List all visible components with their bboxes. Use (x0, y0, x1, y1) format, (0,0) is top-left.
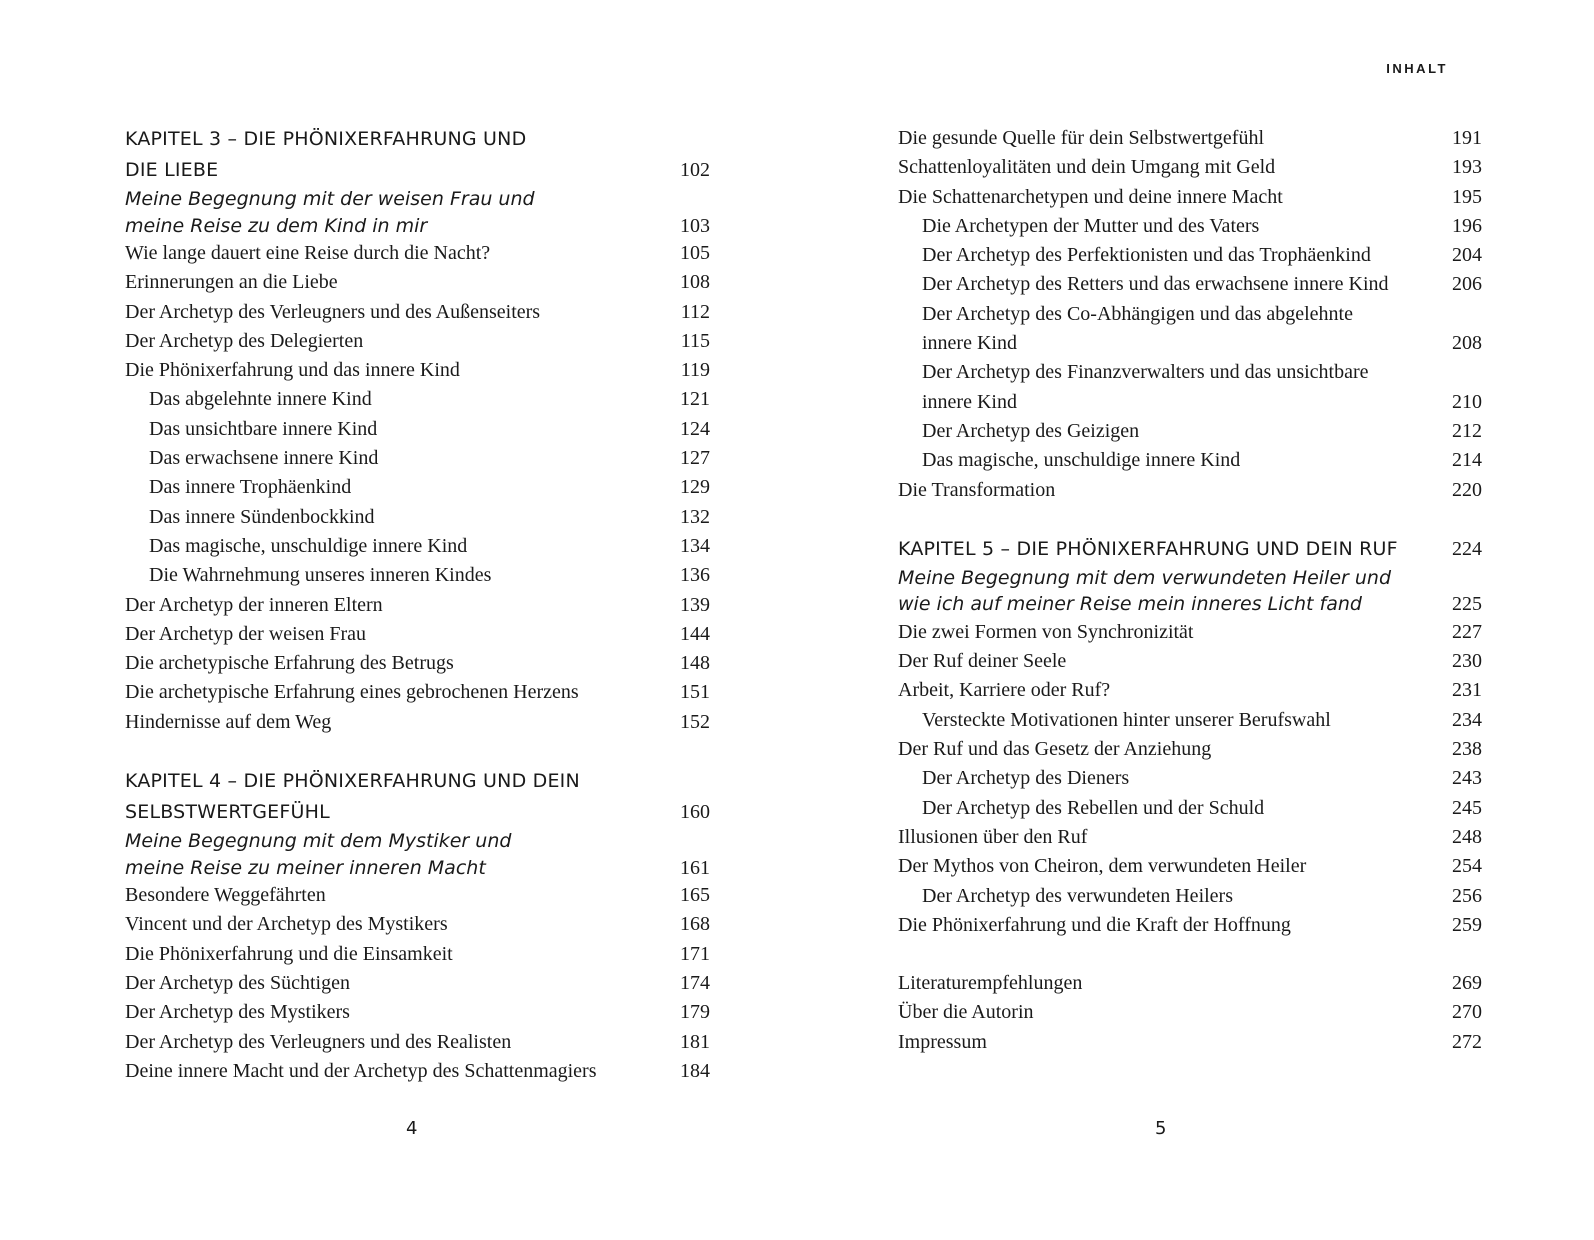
page-number: 196 (1452, 214, 1482, 237)
page-number-folio: 5 (1155, 1118, 1167, 1139)
toc-entry (125, 940, 710, 969)
toc-subentry (898, 358, 1482, 417)
entry-title: Der Archetyp des Mystikers (125, 1001, 350, 1024)
toc-subentry (898, 446, 1482, 475)
entry-title: Der Archetyp des Dieners (922, 767, 1130, 790)
intro-line1: Meine Begegnung mit dem Mystiker und (125, 830, 512, 853)
toc-subentry (898, 300, 1482, 359)
toc-entry (125, 239, 710, 268)
chapter-4-block (125, 766, 710, 1086)
entry-title: Das unsichtbare innere Kind (149, 417, 378, 440)
toc-subentry (125, 473, 710, 502)
entry-title-line2: innere Kind (922, 390, 1017, 413)
chapter-title-line2: SELBSTWERTGEFÜHL (125, 801, 330, 824)
intro-line2: wie ich auf meiner Reise mein inneres Licht fand (898, 593, 1362, 616)
entry-title: Die Transformation (898, 478, 1056, 501)
chapter-title-line1: KAPITEL 5 – DIE PHÖNIXERFAHRUNG UND DEIN RUF (898, 537, 1398, 560)
page-number: 245 (1452, 796, 1482, 819)
chapter-3-intro (125, 186, 710, 239)
page-number: 270 (1452, 1001, 1482, 1024)
entry-title: Der Mythos von Cheiron, dem verwundeten Heiler (898, 855, 1307, 878)
entry-title: Hindernisse auf dem Weg (125, 710, 332, 733)
toc-entry (898, 823, 1482, 852)
page-number: 256 (1452, 884, 1482, 907)
toc-left (125, 124, 710, 1086)
toc-subentry (125, 444, 710, 473)
chapter-4-continued (898, 124, 1482, 505)
toc-entry (898, 476, 1482, 505)
back-matter-block (898, 969, 1482, 1057)
toc-subentry (125, 561, 710, 590)
entry-title: Der Archetyp des Finanzverwalters und das unsichtbare (922, 361, 1369, 384)
entry-title: Deine innere Macht und der Archetyp des Schattenmagiers (125, 1059, 597, 1082)
page-number: 243 (1452, 767, 1482, 790)
entry-title: Die archetypische Erfahrung eines gebrochenen Herzens (125, 681, 579, 704)
entry-title: Die gesunde Quelle für dein Selbstwertgefühl (898, 127, 1265, 149)
toc-entry (125, 881, 710, 910)
chapter-5-block (898, 534, 1482, 940)
page-number: 171 (680, 942, 710, 965)
page-number: 160 (680, 801, 710, 824)
entry-title: Der Archetyp des verwundeten Heilers (922, 884, 1233, 907)
page-number: 227 (1452, 620, 1482, 643)
entry-title: Der Ruf deiner Seele (898, 650, 1067, 673)
page-number: 248 (1452, 825, 1482, 848)
page-number: 234 (1452, 708, 1482, 731)
toc-subentry (125, 385, 710, 414)
toc-entry (898, 1028, 1482, 1057)
chapter-4-heading (125, 766, 710, 828)
chapter-4-intro (125, 828, 710, 881)
entry-title: Über die Autorin (898, 1001, 1034, 1024)
page-number: 212 (1452, 419, 1482, 442)
toc-entry (898, 735, 1482, 764)
toc-subentry (898, 706, 1482, 735)
toc-entry (898, 911, 1482, 940)
entry-title: Literaturempfehlungen (898, 972, 1083, 995)
page-number: 191 (1452, 127, 1482, 149)
page-number: 238 (1452, 738, 1482, 761)
entry-title: Der Archetyp des Delegierten (125, 329, 364, 352)
toc-subentry (898, 241, 1482, 270)
toc-entry (125, 327, 710, 356)
intro-line2: meine Reise zu meiner inneren Macht (125, 856, 486, 879)
page-number: 124 (680, 417, 710, 440)
page-number: 152 (680, 710, 710, 733)
page-number: 184 (680, 1059, 710, 1082)
toc-entry (125, 591, 710, 620)
page-number: 108 (680, 271, 710, 294)
toc-entry (125, 910, 710, 939)
page-number: 204 (1452, 244, 1482, 267)
toc-entry (125, 298, 710, 327)
page-number: 112 (680, 300, 710, 323)
page-number: 181 (680, 1030, 710, 1053)
toc-entry (125, 649, 710, 678)
page-number: 206 (1452, 273, 1482, 296)
page-number: 193 (1452, 156, 1482, 179)
page-number: 129 (680, 476, 710, 499)
chapter-title-line1: KAPITEL 4 – DIE PHÖNIXERFAHRUNG UND DEIN (125, 770, 580, 793)
toc-entry (125, 678, 710, 707)
toc-entry (125, 1057, 710, 1086)
toc-subentry (898, 882, 1482, 911)
entry-title: Die Schattenarchetypen und deine innere Macht (898, 185, 1283, 208)
entry-title: Der Archetyp des Süchtigen (125, 971, 350, 994)
section-gap (898, 505, 1482, 534)
entry-title: Das magische, unschuldige innere Kind (922, 449, 1241, 472)
page-number: 272 (1452, 1030, 1482, 1053)
entry-title: Wie lange dauert eine Reise durch die Nacht? (125, 242, 491, 264)
right-page (797, 0, 1594, 1240)
chapter-3-heading (125, 124, 710, 186)
page-number: 105 (680, 242, 710, 264)
chapter-title-line1: KAPITEL 3 – DIE PHÖNIXERFAHRUNG UND (125, 128, 527, 150)
entry-title: Der Archetyp des Co-Abhängigen und das abgelehnte (922, 302, 1353, 325)
toc-entry (898, 618, 1482, 647)
toc-subentry (125, 503, 710, 532)
entry-title-line2: innere Kind (922, 332, 1017, 355)
toc-subentry (898, 417, 1482, 446)
page-number: 127 (680, 447, 710, 470)
page-number: 195 (1452, 185, 1482, 208)
toc-entry (125, 268, 710, 297)
section-gap (898, 940, 1482, 969)
entry-title: Das abgelehnte innere Kind (149, 388, 372, 411)
page-number: 148 (680, 652, 710, 675)
page-number: 214 (1452, 449, 1482, 472)
page-number: 151 (680, 681, 710, 704)
entry-title: Die Archetypen der Mutter und des Vaters (922, 214, 1260, 237)
toc-entry (125, 1028, 710, 1057)
entry-title: Der Archetyp des Verleugners und des Außenseiters (125, 300, 541, 323)
entry-title: Illusionen über den Ruf (898, 825, 1088, 848)
entry-title: Der Archetyp des Verleugners und des Realisten (125, 1030, 512, 1053)
page-number: 208 (1452, 332, 1482, 355)
page-number: 179 (680, 1001, 710, 1024)
entry-title: Der Archetyp des Perfektionisten und das Trophäenkind (922, 244, 1371, 267)
entry-title: Das innere Sündenbockkind (149, 505, 375, 528)
entry-title: Erinnerungen an die Liebe (125, 271, 338, 294)
entry-title: Der Archetyp der inneren Eltern (125, 593, 383, 616)
page-number: 115 (680, 329, 710, 352)
chapter-title-line2: DIE LIEBE (125, 159, 219, 181)
entry-title: Die Phönixerfahrung und die Kraft der Hoffnung (898, 913, 1291, 936)
entry-title: Arbeit, Karriere oder Ruf? (898, 679, 1111, 702)
page-number: 231 (1452, 679, 1482, 702)
page-number: 134 (680, 534, 710, 557)
page-number: 165 (680, 884, 710, 907)
toc-subentry (898, 212, 1482, 241)
chapter-5-intro (898, 565, 1482, 618)
page-number: 119 (680, 359, 710, 382)
page-number: 254 (1452, 855, 1482, 878)
entry-title: Das magische, unschuldige innere Kind (149, 534, 468, 557)
entry-title: Das innere Trophäenkind (149, 476, 352, 499)
entry-title: Der Ruf und das Gesetz der Anziehung (898, 738, 1212, 761)
toc-entry (898, 124, 1482, 153)
page-number: 210 (1452, 390, 1482, 413)
page-number: 269 (1452, 972, 1482, 995)
toc-entry (125, 998, 710, 1027)
entry-title: Der Archetyp des Retters und das erwachsene innere Kind (922, 273, 1389, 296)
toc-entry (898, 676, 1482, 705)
toc-entry (125, 708, 710, 737)
page-number-folio: 4 (406, 1118, 418, 1139)
page-number: 139 (680, 593, 710, 616)
page-number: 225 (1452, 593, 1482, 616)
toc-entry (898, 852, 1482, 881)
chapter-3-block (125, 124, 710, 737)
page-number: 103 (680, 214, 710, 237)
page-number: 161 (680, 856, 710, 879)
page-number: 174 (680, 971, 710, 994)
entry-title: Schattenloyalitäten und dein Umgang mit Geld (898, 156, 1276, 179)
toc-entry (125, 969, 710, 998)
entry-title: Der Archetyp der weisen Frau (125, 622, 367, 645)
section-gap (125, 737, 710, 766)
toc-entry (125, 356, 710, 385)
page-number: 144 (680, 622, 710, 645)
intro-line1: Meine Begegnung mit der weisen Frau und (125, 188, 535, 210)
toc-subentry (898, 764, 1482, 793)
toc-entry (898, 647, 1482, 676)
page-number: 168 (680, 913, 710, 936)
toc-subentry (125, 415, 710, 444)
entry-title: Der Archetyp des Rebellen und der Schuld (922, 796, 1265, 819)
page-number: 121 (680, 388, 710, 411)
page-number: 102 (680, 159, 710, 181)
running-head: INHALT (1386, 61, 1448, 76)
entry-title: Das erwachsene innere Kind (149, 447, 379, 470)
toc-subentry (125, 532, 710, 561)
toc-entry (898, 998, 1482, 1027)
toc-subentry (898, 794, 1482, 823)
entry-title: Impressum (898, 1030, 987, 1053)
entry-title: Die zwei Formen von Synchronizität (898, 620, 1194, 643)
page-number: 230 (1452, 650, 1482, 673)
entry-title: Der Archetyp des Geizigen (922, 419, 1140, 442)
entry-title: Vincent und der Archetyp des Mystikers (125, 913, 448, 936)
toc-entry (898, 969, 1482, 998)
entry-title: Besondere Weggefährten (125, 884, 326, 907)
intro-line1: Meine Begegnung mit dem verwundeten Heiler und (898, 566, 1392, 589)
chapter-5-heading (898, 534, 1482, 565)
entry-title: Die Phönixerfahrung und das innere Kind (125, 359, 460, 382)
toc-subentry (898, 270, 1482, 299)
entry-title: Versteckte Motivationen hinter unserer Berufswahl (922, 708, 1331, 731)
intro-line2: meine Reise zu dem Kind in mir (125, 214, 428, 237)
toc-entry (125, 620, 710, 649)
toc-entry (898, 183, 1482, 212)
entry-title: Die archetypische Erfahrung des Betrugs (125, 652, 454, 675)
toc-right (898, 124, 1482, 1057)
page-number: 136 (680, 564, 710, 587)
toc-entry (898, 153, 1482, 182)
page-number: 132 (680, 505, 710, 528)
page-number: 220 (1452, 478, 1482, 501)
entry-title: Die Phönixerfahrung und die Einsamkeit (125, 942, 453, 965)
page-number: 259 (1452, 913, 1482, 936)
page-number: 224 (1452, 537, 1482, 560)
entry-title: Die Wahrnehmung unseres inneren Kindes (149, 564, 492, 587)
